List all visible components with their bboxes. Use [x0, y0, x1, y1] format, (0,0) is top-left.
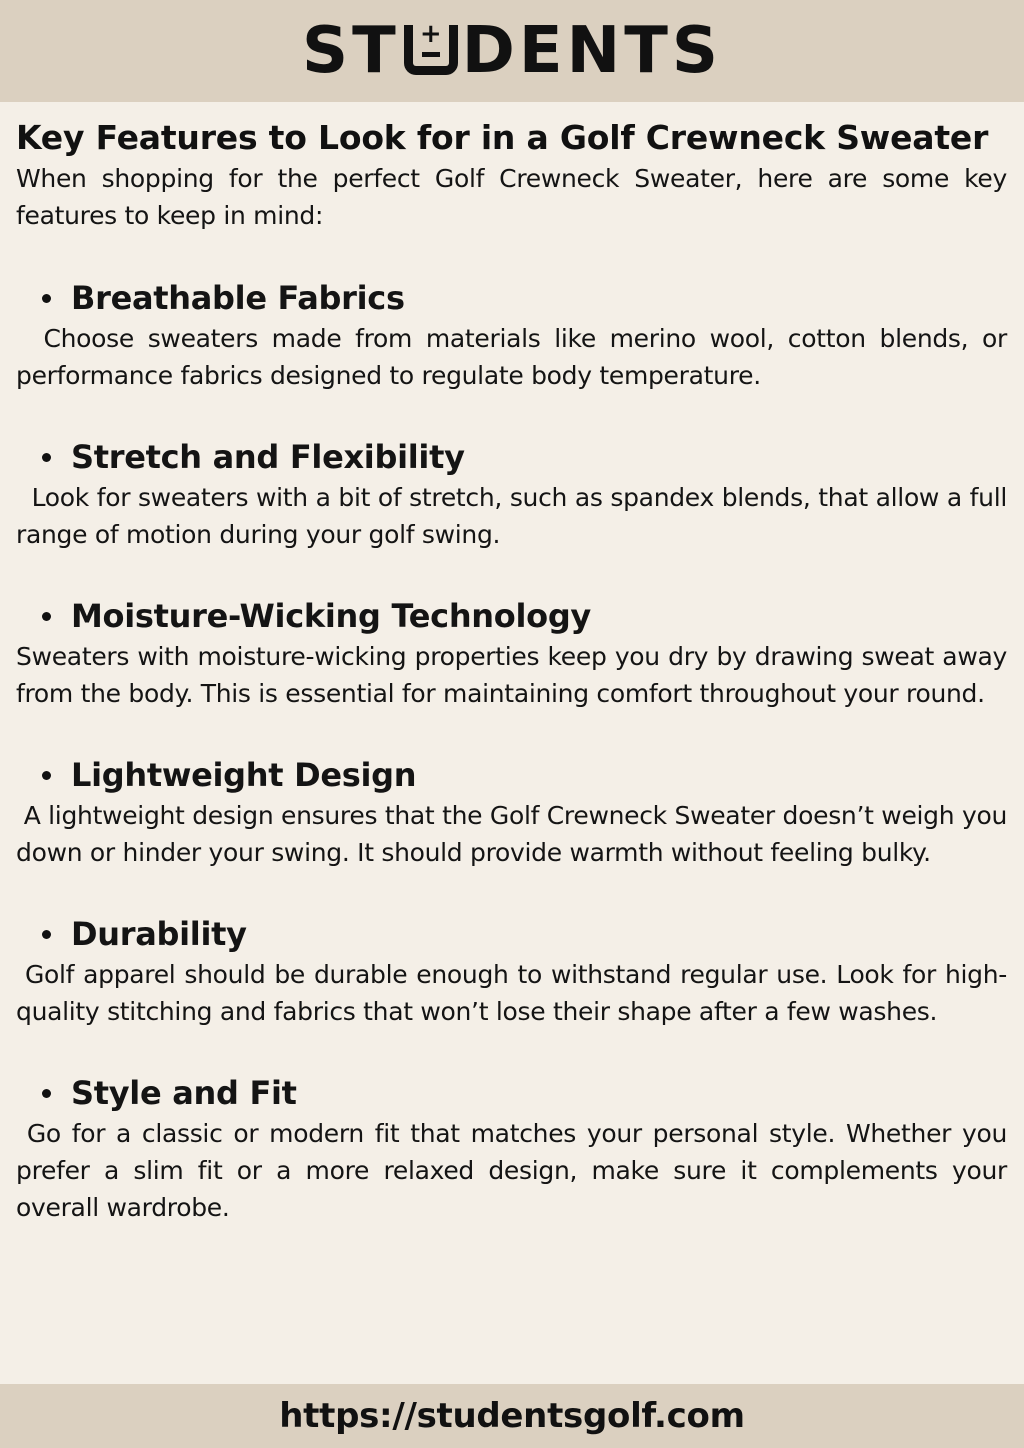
feature-body: A lightweight design ensures that the Golf Crewneck Sweater doesn’t weigh you down or hinder your swing. It should provide warmth without feeling bulky. [16, 801, 1015, 867]
feature-heading [16, 753, 1007, 797]
feature-section [16, 753, 1015, 871]
bullet-icon [42, 1089, 51, 1098]
logo-text-right: DENTS [461, 14, 722, 88]
feature-section [16, 435, 1015, 553]
students-logo[interactable] [302, 14, 722, 88]
footer-band [0, 1384, 1024, 1448]
feature-section [16, 912, 1007, 1030]
feature-heading-text: Style and Fit [71, 1074, 297, 1112]
feature-body: Golf apparel should be durable enough to withstand regular use. Look for high-quality stitching and fabrics that won’t lose their shape after a few washes. [16, 960, 1007, 1026]
feature-section [16, 1071, 1015, 1226]
feature-body: Sweaters with moisture-wicking properties keep you dry by drawing sweat away from the body. This is essential for maintaining comfort throughout your round. [16, 642, 1007, 708]
feature-heading-text: Lightweight Design [71, 756, 417, 794]
intro-paragraph: When shopping for the perfect Golf Crewneck Sweater, here are some key features to keep in mind: [16, 164, 1007, 230]
feature-heading [16, 912, 1007, 956]
bullet-icon [42, 612, 51, 621]
feature-heading [16, 1071, 1007, 1115]
feature-heading-text: Durability [71, 915, 247, 953]
bullet-icon [42, 771, 51, 780]
logo-u-glyph-icon: + [404, 25, 458, 75]
feature-heading-text: Breathable Fabrics [71, 279, 405, 317]
feature-body: Look for sweaters with a bit of stretch, such as spandex blends, that allow a full range of motion during your golf swing. [16, 483, 1015, 549]
feature-section [16, 276, 1015, 394]
feature-heading [16, 435, 1007, 479]
page-title: Key Features to Look for in a Golf Crewneck Sweater [16, 118, 989, 157]
header-band [0, 0, 1024, 102]
feature-heading-text: Moisture-Wicking Technology [71, 597, 591, 635]
feature-heading [16, 594, 1007, 638]
bullet-icon [42, 930, 51, 939]
feature-body: Choose sweaters made from materials like merino wool, cotton blends, or performance fabrics designed to regulate body temperature. [16, 324, 1015, 390]
website-link[interactable]: https://studentsgolf.com [279, 1396, 745, 1436]
feature-heading [16, 276, 1007, 320]
article [16, 116, 1015, 1267]
feature-body: Go for a classic or modern fit that matches your personal style. Whether you prefer a slim fit or a more relaxed design, make sure it complements your overall wardrobe. [16, 1119, 1015, 1222]
bullet-icon [42, 294, 51, 303]
feature-heading-text: Stretch and Flexibility [71, 438, 465, 476]
logo-text-left: ST [302, 14, 400, 88]
bullet-icon [42, 453, 51, 462]
feature-section [16, 594, 1007, 712]
